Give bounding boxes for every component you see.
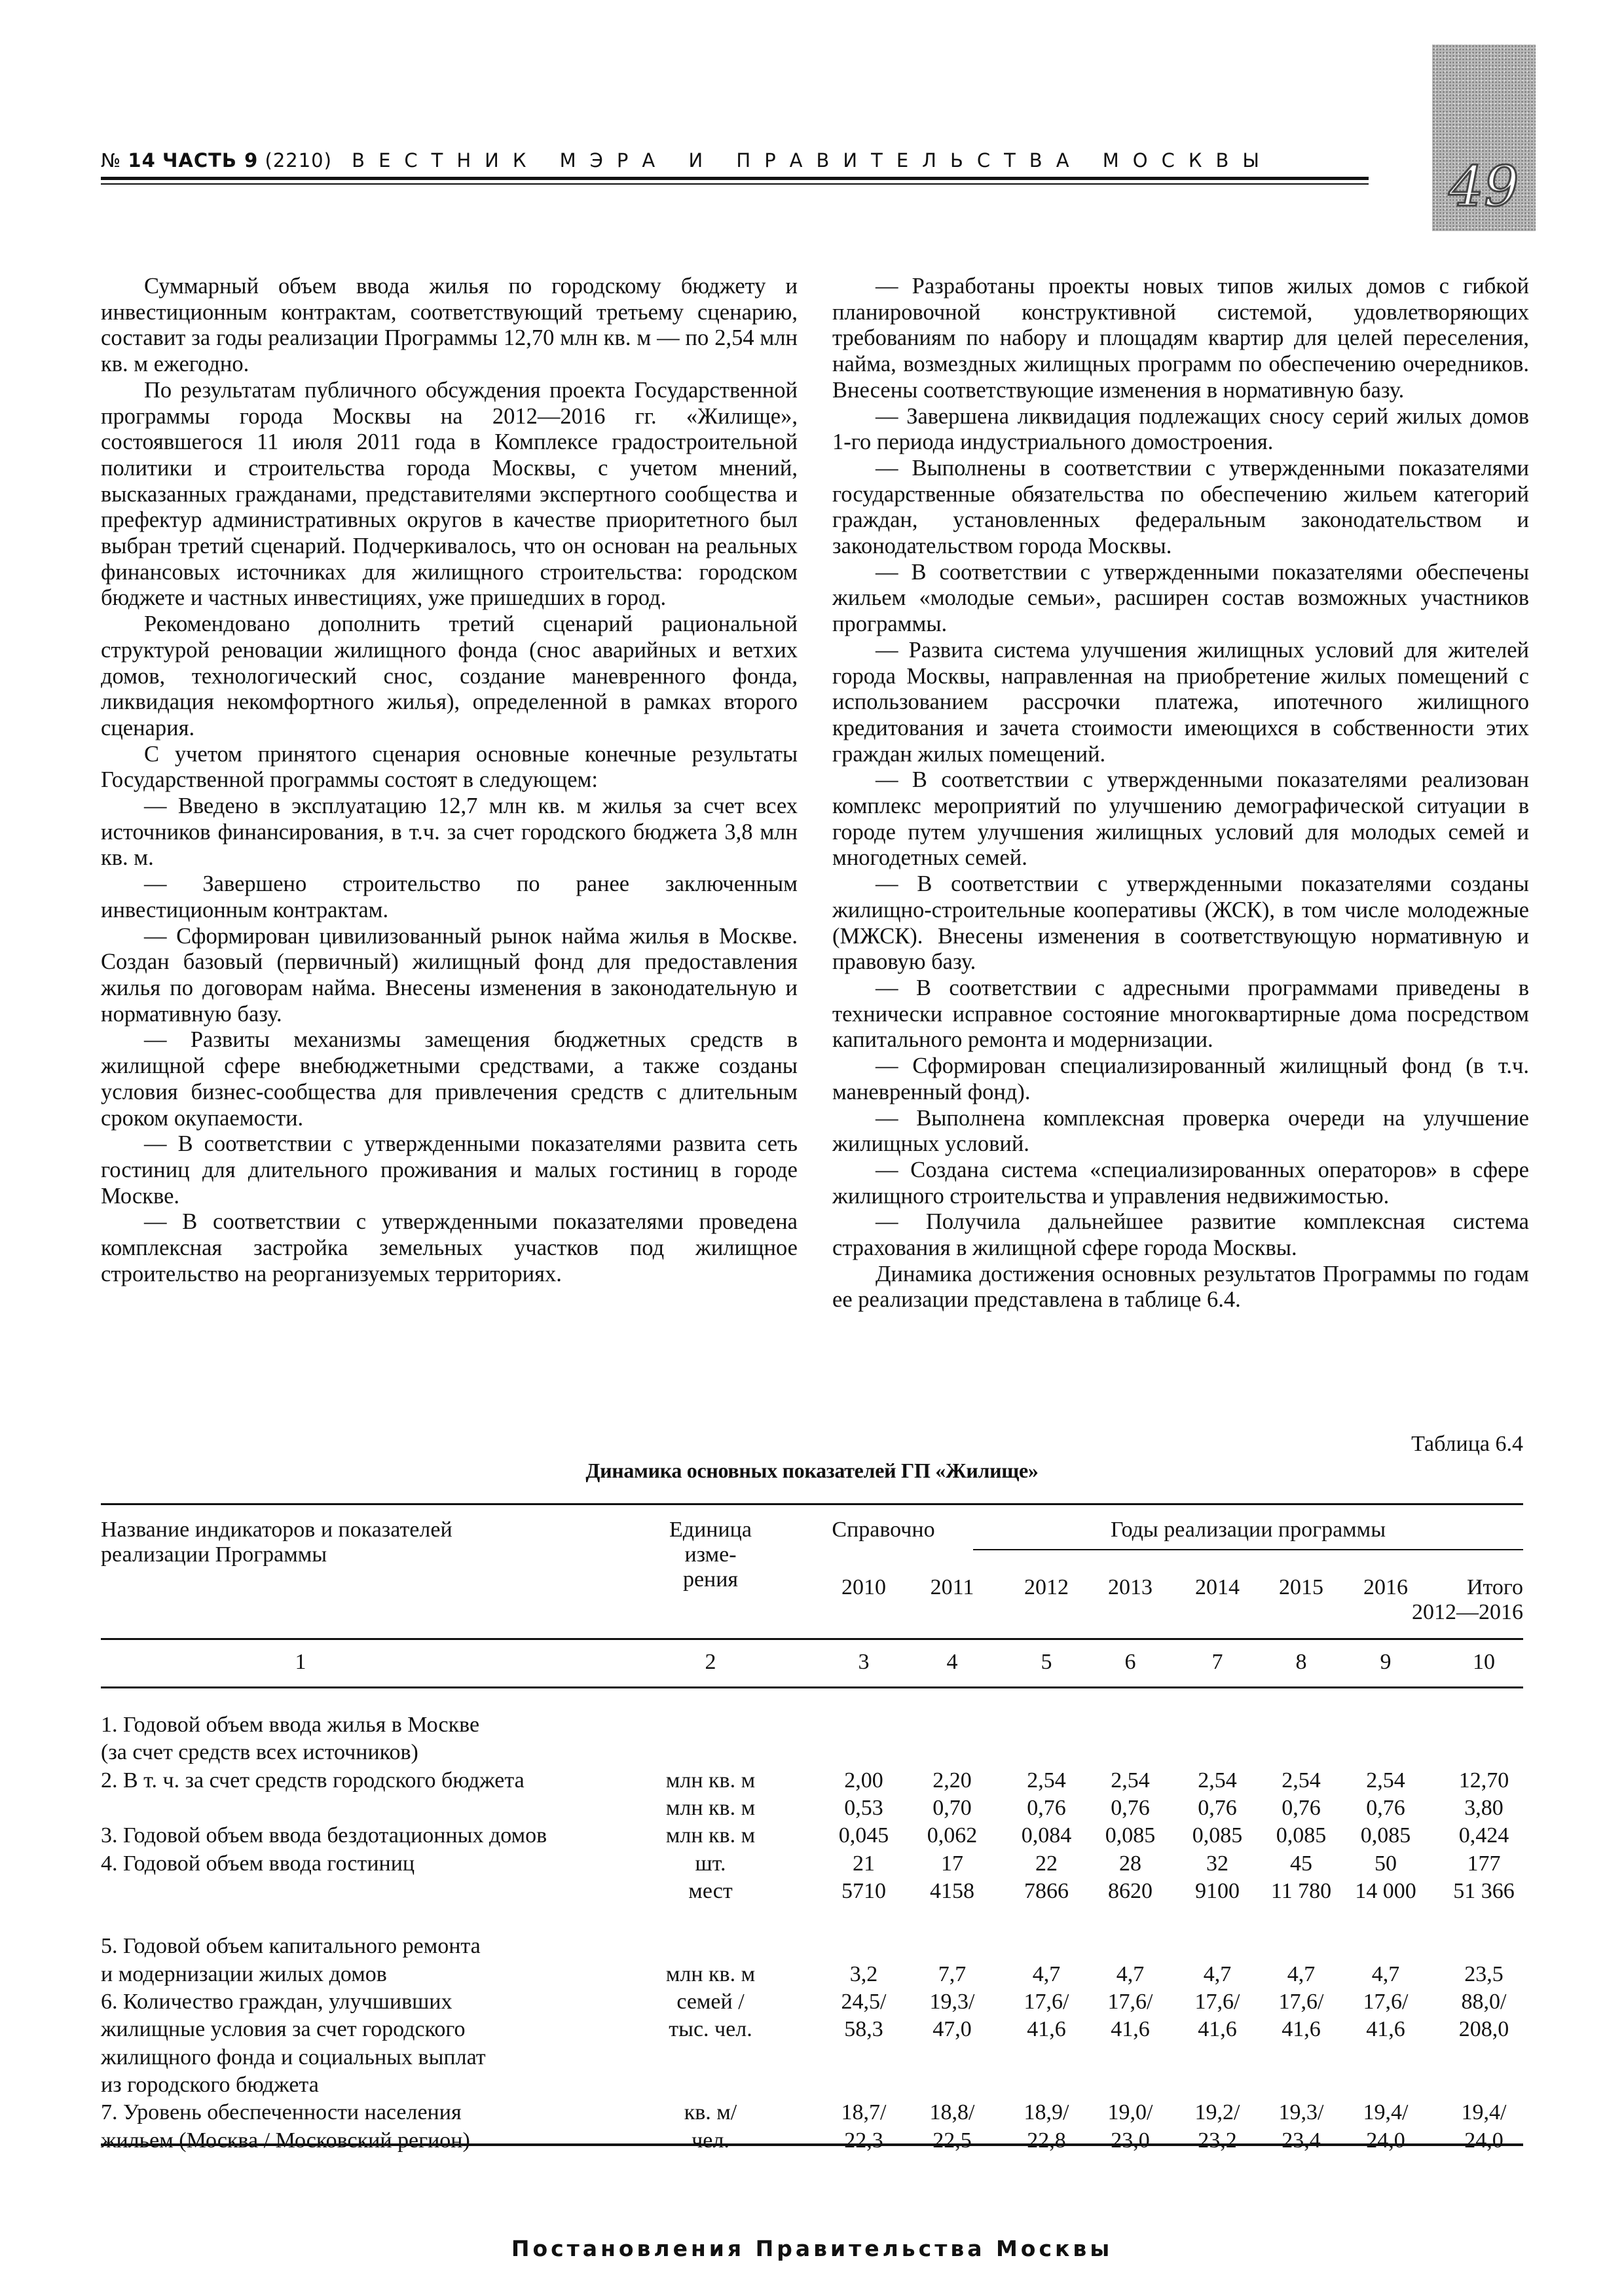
paragraph: С учетом принятого сценария основные конечные результаты Государственной программы состоят в следующем: xyxy=(101,741,798,793)
row-value: 0,085 xyxy=(1105,1823,1156,1848)
row-name: 5. Годовой объем капитального ремонта xyxy=(101,1934,481,1959)
row-value: 19,3/ xyxy=(929,1990,975,2014)
paragraph: — Разработаны проекты новых типов жилых домов с гибкой планировочной конструктивной системой, удовлетворяющих требованиям по набору и площадям квартир для целей переселения, найма, возмездных жилищных программ по обеспечению очередников. Внесены соответствующие изменения в нормативную базу. xyxy=(832,274,1529,403)
row-value: 41,6 xyxy=(1366,2017,1405,2042)
row-value: 14 000 xyxy=(1355,1878,1416,1903)
row-unit: мест xyxy=(688,1878,733,1903)
row-value: 0,76 xyxy=(1111,1795,1150,1820)
row-value: 2,54 xyxy=(1366,1768,1405,1793)
issue-number: 14 xyxy=(128,149,156,172)
row-value: 2,54 xyxy=(1027,1768,1066,1793)
table-caption: Таблица 6.4 xyxy=(1411,1432,1523,1456)
row-name: жилищного фонда и социальных выплат xyxy=(101,2045,486,2069)
row-unit: семей / xyxy=(676,1990,745,2014)
header-total-line1: Итого xyxy=(1466,1575,1523,1599)
row-value: 28 xyxy=(1119,1851,1141,1876)
col-number-10: 10 xyxy=(1473,1650,1495,1674)
row-value: 17,6/ xyxy=(1024,1990,1069,2014)
row-value: 18,8/ xyxy=(929,2100,975,2125)
col-number-8: 8 xyxy=(1295,1650,1307,1674)
row-value: 22,3 xyxy=(844,2128,883,2153)
header-bottom-rule xyxy=(101,1638,1523,1640)
row-name: жильем (Москва / Московский регион) xyxy=(101,2128,470,2153)
years-group-rule xyxy=(973,1549,1523,1550)
col-number-3: 3 xyxy=(858,1650,870,1674)
row-value: 22,8 xyxy=(1027,2128,1066,2153)
header-2012: 2012 xyxy=(1024,1575,1069,1599)
row-value: 18,9/ xyxy=(1024,2100,1069,2125)
paragraph: — В соответствии с адресными программами приведены в технически исправное состояние многоквартирные дома посредством капитального ремонта и модернизации. xyxy=(832,975,1529,1053)
row-value: 41,6 xyxy=(1027,2017,1066,2042)
row-value: 2,54 xyxy=(1198,1768,1237,1793)
row-value: 2,54 xyxy=(1282,1768,1321,1793)
row-unit: млн кв. м xyxy=(665,1795,756,1820)
paragraph: — Развиты механизмы замещения бюджетных средств в жилищной сфере внебюджетными средствами, а также созданы условия бизнес-сообщества для привлечения средств с длительным сроком окупаемости. xyxy=(101,1027,798,1131)
row-value: 23,4 xyxy=(1282,2128,1321,2153)
row-value: 0,045 xyxy=(838,1823,889,1848)
table-top-rule xyxy=(101,1503,1523,1505)
paragraph: — Завершено строительство по ранее заключенным инвестиционным контрактам. xyxy=(101,871,798,922)
row-value: 3,2 xyxy=(849,1961,878,1986)
row-value: 0,085 xyxy=(1276,1823,1327,1848)
row-name: (за счет средств всех источников) xyxy=(101,1740,418,1765)
row-name: и модернизации жилых домов xyxy=(101,1961,387,1986)
issue-part: ЧАСТЬ 9 xyxy=(162,149,259,172)
row-value: 24,0 xyxy=(1464,2128,1504,2153)
row-value: 9100 xyxy=(1195,1878,1240,1903)
paragraph: — Сформирован специализированный жилищный фонд (в т.ч. маневренный фонд). xyxy=(832,1053,1529,1104)
row-value: 51 366 xyxy=(1453,1878,1515,1903)
row-value: 208,0 xyxy=(1458,2017,1509,2042)
row-value: 4,7 xyxy=(1287,1961,1316,1986)
paragraph: По результатам публичного обсуждения проекта Государственной программы города Москвы на 2012—2016 гг. «Жилище», состоявшегося 11 июля 2011 года в Комплексе градостроительной политики и строительства города Москвы, с учетом мнений, высказанных гражданами, представителями экспертного сообщества и префектур административных округов в качестве приоритетного был выбран третий сценарий. Подчеркивалось, что он основан на реальных финансовых источниках для жилищного строительства: городском бюджете и частных инвестициях, уже пришедших в город. xyxy=(101,377,798,611)
row-value: 0,70 xyxy=(932,1795,972,1820)
paragraph: — Завершена ликвидация подлежащих сносу серий жилых домов 1-го периода индустриального домостроения. xyxy=(832,403,1529,455)
row-value: 19,0/ xyxy=(1107,2100,1153,2125)
col-number-2: 2 xyxy=(705,1650,716,1674)
row-value: 7866 xyxy=(1024,1878,1069,1903)
row-value: 45 xyxy=(1290,1851,1312,1876)
row-value: 41,6 xyxy=(1198,2017,1237,2042)
paragraph: — В соответствии с утвержденными показателями реализован комплекс мероприятий по улучшению демографической ситуации в городе путем улучшения жилищных условий для молодых семей и многодетных семей. xyxy=(832,767,1529,871)
col-number-9: 9 xyxy=(1380,1650,1392,1674)
header-unit-line2: изме- xyxy=(684,1542,737,1567)
row-value: 8620 xyxy=(1108,1878,1153,1903)
paragraph: — Создана система «специализированных операторов» в сфере жилищного строительства и управления недвижимостью. xyxy=(832,1157,1529,1209)
row-value: 177 xyxy=(1467,1851,1501,1876)
row-value: 22 xyxy=(1035,1851,1058,1876)
row-value: 47,0 xyxy=(932,2017,972,2042)
row-value: 41,6 xyxy=(1282,2017,1321,2042)
row-name: 3. Годовой объем ввода бездотационных домов xyxy=(101,1823,547,1848)
row-value: 24,5/ xyxy=(841,1990,887,2014)
header-2014: 2014 xyxy=(1195,1575,1240,1599)
row-name: 4. Годовой объем ввода гостиниц xyxy=(101,1851,415,1876)
header-2013: 2013 xyxy=(1108,1575,1153,1599)
paragraph: — Выполнены в соответствии с утвержденными показателями государственные обязательства по обеспечению жильем категорий граждан, установленных федеральным законодательством и законодательством города Москвы. xyxy=(832,455,1529,559)
row-value: 0,76 xyxy=(1198,1795,1237,1820)
header-text xyxy=(101,149,1273,172)
row-value: 17,6/ xyxy=(1363,1990,1409,2014)
row-name: из городского бюджета xyxy=(101,2072,319,2097)
page-number: 49 xyxy=(1449,155,1519,219)
page-footer: Постановления Правительства Москвы xyxy=(511,2236,1113,2261)
header-rule-thin xyxy=(101,183,1369,185)
row-value: 0,085 xyxy=(1360,1823,1411,1848)
row-value: 2,00 xyxy=(844,1768,883,1793)
row-value: 17,6/ xyxy=(1194,1990,1240,2014)
row-value: 0,062 xyxy=(927,1823,978,1848)
row-value: 32 xyxy=(1206,1851,1228,1876)
header-rule-thick xyxy=(101,177,1369,180)
col-number-6: 6 xyxy=(1124,1650,1136,1674)
col-number-7: 7 xyxy=(1211,1650,1223,1674)
row-value: 17,6/ xyxy=(1278,1990,1324,2014)
row-value: 0,76 xyxy=(1027,1795,1066,1820)
row-value: 2,54 xyxy=(1111,1768,1150,1793)
row-value: 0,76 xyxy=(1366,1795,1405,1820)
row-value: 2,20 xyxy=(932,1768,972,1793)
row-unit: шт. xyxy=(695,1851,726,1876)
row-value: 4,7 xyxy=(1203,1961,1232,1986)
row-value: 3,80 xyxy=(1464,1795,1504,1820)
header-unit-line3: рения xyxy=(682,1567,739,1592)
col-number-rule xyxy=(101,1686,1523,1688)
row-value: 0,085 xyxy=(1192,1823,1243,1848)
paragraph: Динамика достижения основных результатов Программы по годам ее реализации представлена в таблице 6.4. xyxy=(832,1261,1529,1313)
journal-title: ВЕСТНИК МЭРА И ПРАВИТЕЛЬСТВА МОСКВЫ xyxy=(352,149,1273,172)
col-number-4: 4 xyxy=(946,1650,958,1674)
paragraph: — В соответствии с утвержденными показателями созданы жилищно-строительные кооперативы (ЖСК), в том числе молодежные (МЖСК). Внесены изменения в соответствующую нормативную и правовую базу. xyxy=(832,871,1529,975)
row-value: 0,53 xyxy=(844,1795,883,1820)
row-name: 6. Количество граждан, улучшивших xyxy=(101,1990,452,2014)
header-2016: 2016 xyxy=(1363,1575,1408,1599)
row-value: 17,6/ xyxy=(1107,1990,1153,2014)
header-reference: Справочно xyxy=(832,1518,935,1542)
header-total-line2: 2012—2016 xyxy=(1412,1600,1523,1624)
row-value: 19,4/ xyxy=(1363,2100,1409,2125)
row-value: 50 xyxy=(1375,1851,1397,1876)
col-number-5: 5 xyxy=(1041,1650,1052,1674)
paragraph: — Сформирован цивилизованный рынок найма жилья в Москве. Создан базовый (первичный) жилищный фонд для предоставления жилья по договорам найма. Внесены изменения в законодательную и нормативную базу. xyxy=(101,923,798,1027)
header-2015: 2015 xyxy=(1279,1575,1323,1599)
row-value: 41,6 xyxy=(1111,2017,1150,2042)
row-value: 4158 xyxy=(930,1878,974,1903)
row-value: 0,76 xyxy=(1282,1795,1321,1820)
row-value: 18,7/ xyxy=(841,2100,887,2125)
issue-prefix: № xyxy=(101,149,122,172)
running-header xyxy=(101,145,1369,185)
row-value: 19,3/ xyxy=(1278,2100,1324,2125)
row-unit: кв. м/ xyxy=(684,2100,737,2125)
row-value: 4,7 xyxy=(1371,1961,1400,1986)
row-unit: млн кв. м xyxy=(665,1961,756,1986)
paragraph: — В соответствии с утвержденными показателями обеспечены жильем «молодые семьи», расширен состав возможных участников программы. xyxy=(832,559,1529,637)
row-value: 22,5 xyxy=(932,2128,972,2153)
left-column xyxy=(101,274,798,1287)
header-2011: 2011 xyxy=(930,1575,974,1599)
paragraph: — Выполнена комплексная проверка очереди на улучшение жилищных условий. xyxy=(832,1105,1529,1157)
row-value: 19,4/ xyxy=(1461,2100,1507,2125)
paragraph: — В соответствии с утвержденными показателями проведена комплексная застройка земельных участков под жилищное строительство на реорганизуемых территориях. xyxy=(101,1209,798,1286)
row-value: 23,0 xyxy=(1111,2128,1150,2153)
paragraph: — Получила дальнейшее развитие комплексная система страхования в жилищной сфере города Москвы. xyxy=(832,1209,1529,1261)
row-value: 0,084 xyxy=(1021,1823,1072,1848)
row-value: 58,3 xyxy=(844,2017,883,2042)
row-unit: тыс. чел. xyxy=(669,2017,752,2042)
row-value: 7,7 xyxy=(938,1961,967,1986)
row-value: 23,5 xyxy=(1464,1961,1504,1986)
table-title: Динамика основных показателей ГП «Жилище» xyxy=(585,1459,1039,1482)
row-name: 1. Годовой объем ввода жилья в Москве xyxy=(101,1713,480,1737)
row-unit: чел. xyxy=(692,2128,729,2153)
row-value: 4,7 xyxy=(1116,1961,1145,1986)
row-value: 17 xyxy=(941,1851,963,1876)
row-value: 23,2 xyxy=(1198,2128,1237,2153)
row-name: 2. В т. ч. за счет средств городского бюджета xyxy=(101,1768,525,1793)
paragraph: — Развита система улучшения жилищных условий для жителей города Москвы, направленная на приобретение жилых помещений с использованием рассрочки платежа, ипотечного жилищного кредитования и зачета стоимости имеющихся в собственности этих граждан жилых помещений. xyxy=(832,637,1529,767)
row-value: 21 xyxy=(853,1851,875,1876)
row-value: 11 780 xyxy=(1270,1878,1332,1903)
paragraph: Рекомендовано дополнить третий сценарий рациональной структурой реновации жилищного фонда (снос аварийных и ветхих домов, технологический снос, создание маневренного фонда, ликвидация некомфортного жилья), определенной в рамках второго сценария. xyxy=(101,611,798,740)
row-value: 12,70 xyxy=(1458,1768,1509,1793)
col-number-1: 1 xyxy=(295,1650,306,1674)
row-value: 19,2/ xyxy=(1194,2100,1240,2125)
paragraph: Суммарный объем ввода жилья по городскому бюджету и инвестиционным контрактам, соответствующий третьему сценарию, составит за годы реализации Программы 12,70 млн кв. м — по 2,54 млн кв. м ежегодно. xyxy=(101,274,798,377)
header-unit-line1: Единица xyxy=(669,1518,752,1542)
header-2010: 2010 xyxy=(841,1575,886,1599)
paragraph: — В соответствии с утвержденными показателями развита сеть гостиниц для длительного проживания и малых гостиниц в городе Москве. xyxy=(101,1131,798,1209)
row-unit: млн кв. м xyxy=(665,1823,756,1848)
total-issue: (2210) xyxy=(265,149,332,172)
row-value: 4,7 xyxy=(1032,1961,1061,1986)
row-unit: млн кв. м xyxy=(665,1768,756,1793)
row-value: 5710 xyxy=(841,1878,886,1903)
header-name-line1: Название индикаторов и показателей xyxy=(101,1518,452,1542)
page-number-badge xyxy=(1432,45,1536,231)
row-value: 24,0 xyxy=(1366,2128,1405,2153)
paragraph: — Введено в эксплуатацию 12,7 млн кв. м жилья за счет всех источников финансирования, в т.ч. за счет городского бюджета 3,8 млн кв. м. xyxy=(101,793,798,871)
row-name: жилищные условия за счет городского xyxy=(101,2017,466,2042)
header-name-line2: реализации Программы xyxy=(101,1542,327,1567)
right-column xyxy=(832,274,1529,1313)
row-name: 7. Уровень обеспеченности населения xyxy=(101,2100,462,2125)
row-value: 0,424 xyxy=(1458,1823,1509,1848)
header-years-group: Годы реализации программы xyxy=(1110,1518,1386,1542)
row-value: 88,0/ xyxy=(1461,1990,1507,2014)
